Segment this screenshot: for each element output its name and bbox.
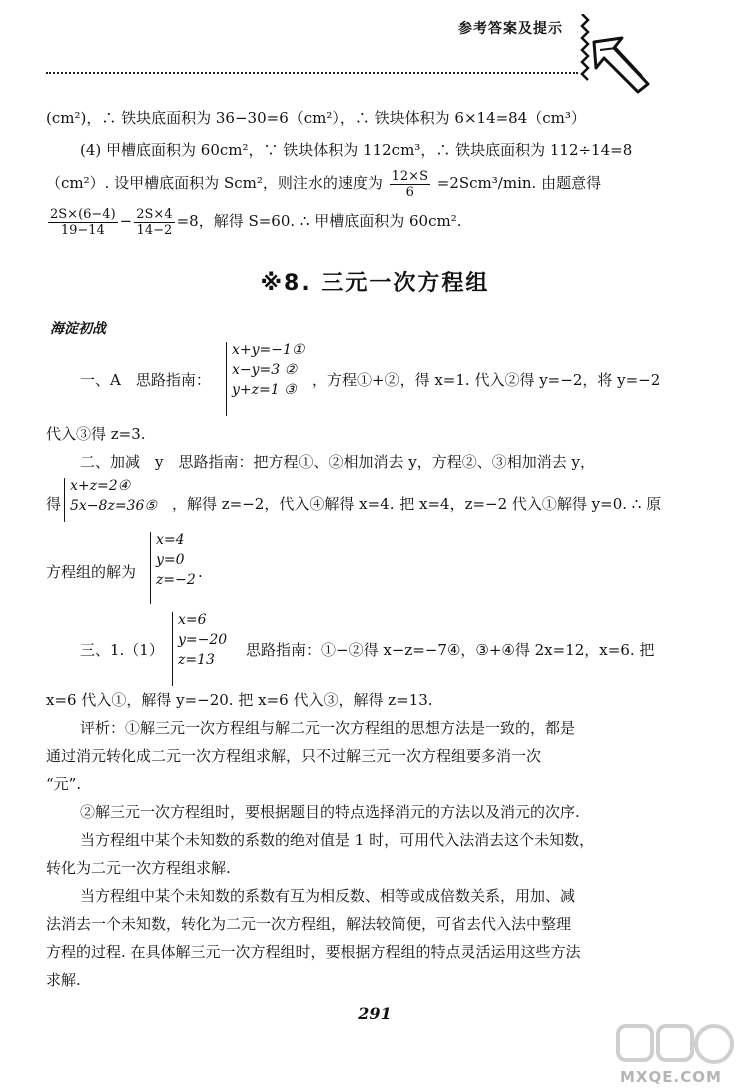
text-span: . <box>198 563 203 581</box>
watermark-text: MXQE.COM <box>620 1068 722 1086</box>
minus-sign: − <box>119 212 133 230</box>
question-label: 一、A 思路指南： <box>80 371 211 389</box>
page-number: 291 <box>358 1004 392 1023</box>
text-line: ，方程①+②，得 x=1. 代入②得 y=−2，将 y=−2 <box>312 371 661 389</box>
text-line <box>46 204 462 238</box>
section-title: ※8. 三元一次方程组 <box>260 271 490 296</box>
text-line: ，解得 z=−2，代入④解得 x=4. 把 x=4，z=−2 代入①解得 y=0. ∴ 原 <box>172 495 662 513</box>
fraction-numerator: 2S×4 <box>136 206 173 222</box>
equation-system <box>232 340 304 400</box>
text-line: 当方程组中某个未知数的系数的绝对值是 1 时，可用代入法消去这个未知数， <box>80 831 595 849</box>
text-line: 法消去一个未知数，转化为二元一次方程组，解法较简便，可省去代入法中整理 <box>46 915 572 933</box>
solution-value: x=6 <box>178 612 207 628</box>
fraction-denominator: 14−2 <box>136 222 173 238</box>
sub-heading: 海淀初战 <box>50 321 106 337</box>
text-line: x=6 代入①，解得 y=−20. 把 x=6 代入③，解得 z=13. <box>46 691 433 709</box>
header-title: 参考答案及提示 <box>458 21 563 37</box>
solution-value: y=0 <box>156 552 185 568</box>
text-line <box>46 166 601 200</box>
equation-system <box>70 476 157 516</box>
fraction-numerator: 12×S <box>391 168 428 184</box>
text-line: 当方程组中某个未知数的系数有互为相反数、相等或成倍数关系，用加、减 <box>80 887 576 905</box>
text-span: =8，解得 S=60. ∴ 甲槽底面积为 60cm². <box>176 212 462 230</box>
text-span: 得 <box>46 495 62 513</box>
equation: y+z=1 ③ <box>232 382 297 398</box>
text-line: 通过消元转化成二元一次方程组求解，只不过解三元一次方程组要多消一次 <box>46 747 542 765</box>
equation-brace <box>150 532 151 604</box>
text-span: =2Scm³/min. 由题意得 <box>436 174 602 192</box>
text-span: （cm²）. 设甲槽底面积为 Scm²，则注水的速度为 <box>46 174 383 192</box>
equation-brace <box>226 342 227 416</box>
equation: x−y=3 ② <box>232 362 298 378</box>
fraction <box>134 207 174 238</box>
equation: x+z=2④ <box>70 478 131 494</box>
header-dotted-rule <box>46 72 578 74</box>
equation: x+y=−1① <box>232 342 305 358</box>
text-line: ②解三元一次方程组时，要根据题目的特点选择消元的方法以及消元的次序. <box>80 803 580 821</box>
text-line: (cm²)，∴ 铁块底面积为 36−30=6（cm²），∴ 铁块体积为 6×14=84（cm³） <box>46 109 586 127</box>
text-line: 代入③得 z=3. <box>46 425 146 443</box>
solution-system <box>156 530 196 590</box>
solution-value: z=−2 <box>156 572 196 588</box>
equation-brace <box>64 478 65 522</box>
text-line: (4) 甲槽底面积为 60cm²，∵ 铁块体积为 112cm³，∴ 铁块底面积为 112÷14=8 <box>80 141 633 159</box>
zigzag-ornament <box>578 14 592 84</box>
text-line: “元”. <box>46 775 82 793</box>
equation: 5x−8z=36⑤ <box>70 498 157 514</box>
arrow-icon <box>592 36 652 94</box>
solution-system <box>178 610 227 670</box>
fraction-denominator: 19−14 <box>60 222 105 238</box>
text-span: 方程组的解为 <box>46 563 137 581</box>
text-line: 转化为二元一次方程组求解. <box>46 859 231 877</box>
fraction-denominator: 6 <box>405 184 414 200</box>
fraction-numerator: 2S×(6−4) <box>50 206 116 222</box>
fraction <box>390 169 430 200</box>
text-line: 求解. <box>46 971 81 989</box>
text-line: 二、加减 y 思路指南：把方程①、②相加消去 y，方程②、③相加消去 y， <box>80 453 595 471</box>
solution-value: y=−20 <box>178 632 228 648</box>
question-label: 三、1.（1） <box>80 641 164 659</box>
solution-value: z=13 <box>178 652 215 668</box>
text-line: 评析：①解三元一次方程组与解二元一次方程组的思想方法是一致的，都是 <box>80 719 576 737</box>
equation-brace <box>172 612 173 686</box>
fraction <box>48 207 118 238</box>
solution-value: x=4 <box>156 532 185 548</box>
text-line: 思路指南：①−②得 x−z=−7④，③+④得 2x=12，x=6. 把 <box>246 641 655 659</box>
text-line: 方程的过程. 在具体解三元一次方程组时，要根据方程组的特点灵活运用这些方法 <box>46 943 581 961</box>
